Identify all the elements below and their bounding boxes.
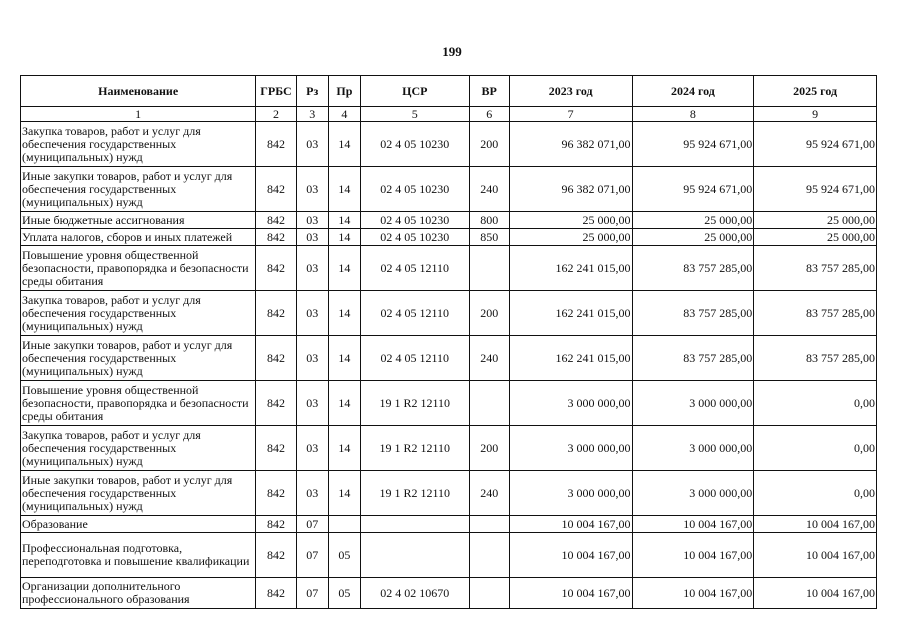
rz-cell: 03 xyxy=(296,122,328,167)
pr-cell: 14 xyxy=(328,471,360,516)
column-header: ВР xyxy=(469,76,509,107)
pr-cell: 14 xyxy=(328,246,360,291)
item-name-cell: Повышение уровня общественной безопасности, правопорядка и безопасности среды обитания xyxy=(21,246,256,291)
csr-cell: 02 4 05 10230 xyxy=(360,167,469,212)
grbs-cell: 842 xyxy=(256,516,296,533)
amount-2025-cell: 0,00 xyxy=(754,471,877,516)
csr-cell xyxy=(360,516,469,533)
column-header: ЦСР xyxy=(360,76,469,107)
column-number: 5 xyxy=(360,107,469,122)
item-name-cell: Закупка товаров, работ и услуг для обеспечения государственных (муниципальных) нужд xyxy=(21,122,256,167)
column-number: 6 xyxy=(469,107,509,122)
table-body xyxy=(21,122,877,609)
vr-cell: 240 xyxy=(469,336,509,381)
pr-cell: 14 xyxy=(328,212,360,229)
amount-2024-cell: 10 004 167,00 xyxy=(632,578,754,609)
table-row xyxy=(21,246,877,291)
rz-cell: 03 xyxy=(296,246,328,291)
amount-2023-cell: 162 241 015,00 xyxy=(509,336,632,381)
column-number: 7 xyxy=(509,107,632,122)
amount-2024-cell: 10 004 167,00 xyxy=(632,533,754,578)
table-row xyxy=(21,533,877,578)
amount-2025-cell: 10 004 167,00 xyxy=(754,533,877,578)
vr-cell: 800 xyxy=(469,212,509,229)
csr-cell: 02 4 05 12110 xyxy=(360,291,469,336)
grbs-cell: 842 xyxy=(256,533,296,578)
grbs-cell: 842 xyxy=(256,246,296,291)
table-row xyxy=(21,229,877,246)
pr-cell: 14 xyxy=(328,381,360,426)
amount-2024-cell: 3 000 000,00 xyxy=(632,381,754,426)
vr-cell xyxy=(469,578,509,609)
vr-cell: 240 xyxy=(469,471,509,516)
csr-cell: 02 4 05 12110 xyxy=(360,246,469,291)
rz-cell: 03 xyxy=(296,291,328,336)
grbs-cell: 842 xyxy=(256,229,296,246)
amount-2025-cell: 83 757 285,00 xyxy=(754,336,877,381)
table-row xyxy=(21,336,877,381)
grbs-cell: 842 xyxy=(256,167,296,212)
table-row xyxy=(21,122,877,167)
pr-cell: 14 xyxy=(328,336,360,381)
vr-cell xyxy=(469,516,509,533)
pr-cell: 14 xyxy=(328,291,360,336)
grbs-cell: 842 xyxy=(256,291,296,336)
amount-2025-cell: 95 924 671,00 xyxy=(754,122,877,167)
vr-cell: 200 xyxy=(469,291,509,336)
amount-2025-cell: 10 004 167,00 xyxy=(754,578,877,609)
column-header: 2024 год xyxy=(632,76,754,107)
rz-cell: 07 xyxy=(296,533,328,578)
csr-cell: 02 4 02 10670 xyxy=(360,578,469,609)
column-header: 2023 год xyxy=(509,76,632,107)
amount-2024-cell: 83 757 285,00 xyxy=(632,336,754,381)
amount-2024-cell: 25 000,00 xyxy=(632,229,754,246)
grbs-cell: 842 xyxy=(256,578,296,609)
amount-2023-cell: 96 382 071,00 xyxy=(509,167,632,212)
amount-2024-cell: 3 000 000,00 xyxy=(632,426,754,471)
item-name-cell: Закупка товаров, работ и услуг для обеспечения государственных (муниципальных) нужд xyxy=(21,426,256,471)
table-row xyxy=(21,291,877,336)
column-number: 3 xyxy=(296,107,328,122)
table-row xyxy=(21,167,877,212)
pr-cell: 05 xyxy=(328,533,360,578)
amount-2025-cell: 0,00 xyxy=(754,426,877,471)
column-number-row xyxy=(21,107,877,122)
amount-2024-cell: 95 924 671,00 xyxy=(632,122,754,167)
amount-2024-cell: 25 000,00 xyxy=(632,212,754,229)
amount-2024-cell: 83 757 285,00 xyxy=(632,246,754,291)
table-row xyxy=(21,516,877,533)
rz-cell: 03 xyxy=(296,471,328,516)
rz-cell: 07 xyxy=(296,516,328,533)
column-number: 4 xyxy=(328,107,360,122)
item-name-cell: Закупка товаров, работ и услуг для обеспечения государственных (муниципальных) нужд xyxy=(21,291,256,336)
vr-cell xyxy=(469,533,509,578)
amount-2023-cell: 10 004 167,00 xyxy=(509,516,632,533)
table-row xyxy=(21,426,877,471)
table-row xyxy=(21,381,877,426)
amount-2025-cell: 0,00 xyxy=(754,381,877,426)
page-number: 199 xyxy=(442,44,462,59)
vr-cell xyxy=(469,246,509,291)
csr-cell: 19 1 R2 12110 xyxy=(360,381,469,426)
table-row xyxy=(21,212,877,229)
pr-cell: 14 xyxy=(328,122,360,167)
column-header: ГРБС xyxy=(256,76,296,107)
vr-cell: 850 xyxy=(469,229,509,246)
item-name-cell: Образование xyxy=(21,516,256,533)
csr-cell xyxy=(360,533,469,578)
grbs-cell: 842 xyxy=(256,336,296,381)
amount-2023-cell: 162 241 015,00 xyxy=(509,246,632,291)
amount-2023-cell: 25 000,00 xyxy=(509,229,632,246)
amount-2024-cell: 83 757 285,00 xyxy=(632,291,754,336)
table-row xyxy=(21,578,877,609)
rz-cell: 03 xyxy=(296,336,328,381)
amount-2025-cell: 10 004 167,00 xyxy=(754,516,877,533)
item-name-cell: Иные закупки товаров, работ и услуг для обеспечения государственных (муниципальных) нужд xyxy=(21,336,256,381)
pr-cell xyxy=(328,516,360,533)
item-name-cell: Иные закупки товаров, работ и услуг для обеспечения государственных (муниципальных) нужд xyxy=(21,471,256,516)
amount-2025-cell: 83 757 285,00 xyxy=(754,291,877,336)
amount-2023-cell: 25 000,00 xyxy=(509,212,632,229)
rz-cell: 03 xyxy=(296,212,328,229)
amount-2025-cell: 25 000,00 xyxy=(754,229,877,246)
vr-cell: 200 xyxy=(469,426,509,471)
csr-cell: 02 4 05 10230 xyxy=(360,212,469,229)
amount-2024-cell: 95 924 671,00 xyxy=(632,167,754,212)
table-header-row xyxy=(21,76,877,107)
rz-cell: 03 xyxy=(296,229,328,246)
item-name-cell: Организации дополнительного профессионального образования xyxy=(21,578,256,609)
column-number: 9 xyxy=(754,107,877,122)
pr-cell: 14 xyxy=(328,167,360,212)
rz-cell: 03 xyxy=(296,381,328,426)
column-number: 8 xyxy=(632,107,754,122)
column-header: Пр xyxy=(328,76,360,107)
csr-cell: 02 4 05 10230 xyxy=(360,122,469,167)
csr-cell: 19 1 R2 12110 xyxy=(360,426,469,471)
vr-cell: 240 xyxy=(469,167,509,212)
column-number: 2 xyxy=(256,107,296,122)
item-name-cell: Иные бюджетные ассигнования xyxy=(21,212,256,229)
item-name-cell: Повышение уровня общественной безопасности, правопорядка и безопасности среды обитания xyxy=(21,381,256,426)
item-name-cell: Уплата налогов, сборов и иных платежей xyxy=(21,229,256,246)
item-name-cell: Профессиональная подготовка, переподготовка и повышение квалификации xyxy=(21,533,256,578)
amount-2024-cell: 3 000 000,00 xyxy=(632,471,754,516)
budget-table xyxy=(20,75,877,609)
pr-cell: 14 xyxy=(328,229,360,246)
amount-2023-cell: 10 004 167,00 xyxy=(509,578,632,609)
amount-2024-cell: 10 004 167,00 xyxy=(632,516,754,533)
column-header: 2025 год xyxy=(754,76,877,107)
grbs-cell: 842 xyxy=(256,471,296,516)
column-number: 1 xyxy=(21,107,256,122)
pr-cell: 05 xyxy=(328,578,360,609)
amount-2025-cell: 83 757 285,00 xyxy=(754,246,877,291)
column-header: Наименование xyxy=(21,76,256,107)
amount-2025-cell: 25 000,00 xyxy=(754,212,877,229)
amount-2023-cell: 162 241 015,00 xyxy=(509,291,632,336)
vr-cell: 200 xyxy=(469,122,509,167)
column-header: Рз xyxy=(296,76,328,107)
csr-cell: 19 1 R2 12110 xyxy=(360,471,469,516)
amount-2025-cell: 95 924 671,00 xyxy=(754,167,877,212)
rz-cell: 03 xyxy=(296,426,328,471)
table-row xyxy=(21,471,877,516)
grbs-cell: 842 xyxy=(256,212,296,229)
grbs-cell: 842 xyxy=(256,122,296,167)
amount-2023-cell: 3 000 000,00 xyxy=(509,381,632,426)
pr-cell: 14 xyxy=(328,426,360,471)
rz-cell: 07 xyxy=(296,578,328,609)
amount-2023-cell: 3 000 000,00 xyxy=(509,471,632,516)
vr-cell xyxy=(469,381,509,426)
csr-cell: 02 4 05 10230 xyxy=(360,229,469,246)
amount-2023-cell: 10 004 167,00 xyxy=(509,533,632,578)
csr-cell: 02 4 05 12110 xyxy=(360,336,469,381)
grbs-cell: 842 xyxy=(256,381,296,426)
grbs-cell: 842 xyxy=(256,426,296,471)
item-name-cell: Иные закупки товаров, работ и услуг для обеспечения государственных (муниципальных) нужд xyxy=(21,167,256,212)
amount-2023-cell: 96 382 071,00 xyxy=(509,122,632,167)
amount-2023-cell: 3 000 000,00 xyxy=(509,426,632,471)
rz-cell: 03 xyxy=(296,167,328,212)
